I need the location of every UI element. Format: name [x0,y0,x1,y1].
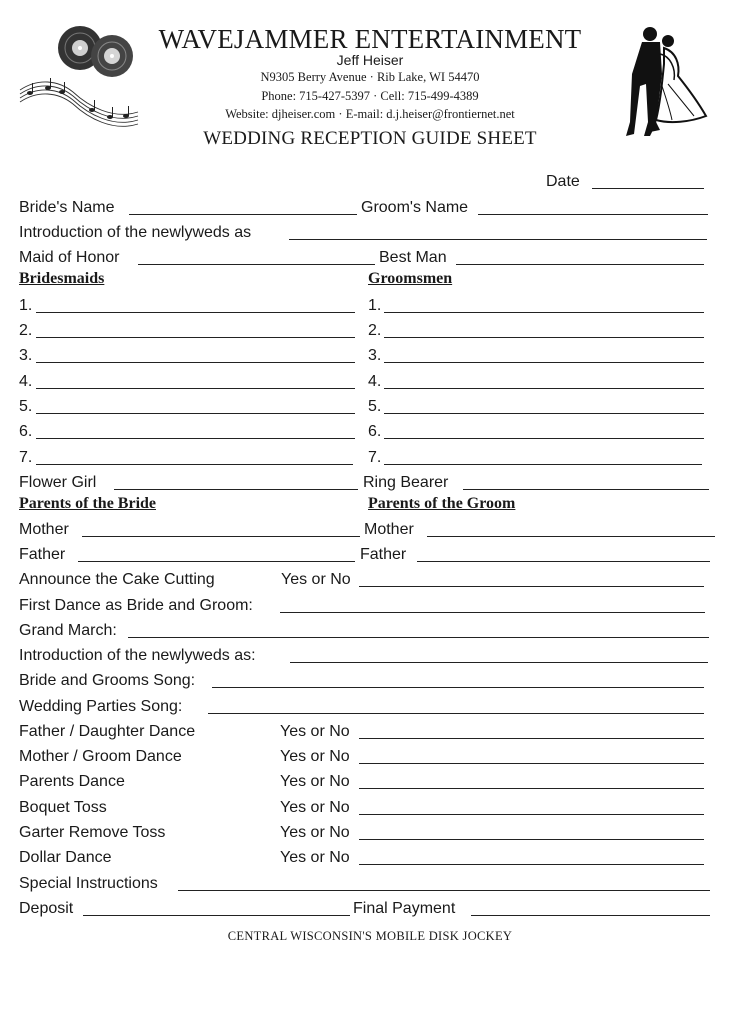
father-daughter-yes-no: Yes or No [280,723,350,740]
boquet-label: Boquet Toss [19,799,107,816]
father-daughter-field[interactable] [359,738,704,739]
parents-of-groom-heading: Parents of the Groom [368,495,516,512]
bride-father-field[interactable] [78,561,355,562]
parents-dance-row [0,772,744,792]
introduction-row [0,223,744,243]
bg-song-label: Bride and Grooms Song: [19,672,196,689]
names-row [0,198,744,218]
mother-groom-label: Mother / Groom Dance [19,748,182,765]
dancing-couple-icon [620,24,710,142]
groomsman-number: 3. [368,347,382,364]
introduction-2-label: Introduction of the newlyweds as: [19,647,256,664]
mother-groom-yes-no: Yes or No [280,748,350,765]
phone-line: Phone: 715-427-5397 · Cell: 715-499-4389 [261,89,479,103]
bridesmaid-field[interactable] [36,464,353,465]
honor-row [0,248,744,268]
garter-field[interactable] [359,839,704,840]
cake-cutting-label: Announce the Cake Cutting [19,571,215,588]
groomsman-field[interactable] [384,413,704,414]
grand-march-field[interactable] [128,637,709,638]
bridesmaid-number: 4. [19,373,33,390]
maid-of-honor-label: Maid of Honor [19,249,120,266]
parents-dance-label: Parents Dance [19,773,125,790]
garter-row [0,823,744,843]
parents-dance-field[interactable] [359,788,704,789]
bridesmaid-number: 7. [19,449,33,466]
father-daughter-label: Father / Daughter Dance [19,723,196,740]
groom-father-label: Father [360,546,407,563]
footer-tagline: CENTRAL WISCONSIN'S MOBILE DISK JOCKEY [227,929,513,943]
payment-row [0,899,744,919]
date-field[interactable] [592,188,704,189]
groomsman-field[interactable] [384,438,704,439]
cake-cutting-field[interactable] [359,586,704,587]
bride-mother-field[interactable] [82,536,360,537]
bridesmaid-field[interactable] [36,413,355,414]
dollar-yes-no: Yes or No [280,849,350,866]
groomsman-field[interactable] [384,337,704,338]
groomsman-field[interactable] [384,312,704,313]
special-row [0,874,744,894]
introduction-2-row [0,646,744,666]
boquet-row [0,798,744,818]
groomsman-number: 2. [368,322,382,339]
party-row [0,397,744,417]
bridesmaid-number: 5. [19,398,33,415]
website-email-line: Website: djheiser.com · E-mail: d.j.heiser@frontiernet.net [225,107,515,121]
groomsman-field[interactable] [384,388,704,389]
special-instructions-field[interactable] [178,890,710,891]
bridesmaid-field[interactable] [36,337,355,338]
groomsman-field[interactable] [384,464,702,465]
final-payment-label: Final Payment [353,900,456,917]
dollar-row [0,848,744,868]
flower-girl-label: Flower Girl [19,474,97,491]
mother-groom-field[interactable] [359,763,704,764]
bridesmaid-number: 3. [19,347,33,364]
bride-father-label: Father [19,546,66,563]
mother-row [0,520,744,540]
ring-bearer-field[interactable] [463,489,709,490]
party-row [0,346,744,366]
father-row [0,545,744,565]
date-row [0,172,744,192]
party-row [0,321,744,341]
mother-groom-row [0,747,744,767]
first-dance-row [0,596,744,616]
introduction-label: Introduction of the newlyweds as [19,224,252,241]
date-label: Date [546,173,580,190]
parents-dance-yes-no: Yes or No [280,773,350,790]
brides-name-field[interactable] [129,214,357,215]
bridesmaid-number: 6. [19,423,33,440]
groom-father-field[interactable] [417,561,710,562]
wp-song-label: Wedding Parties Song: [19,698,183,715]
introduction-2-field[interactable] [290,662,708,663]
groom-mother-label: Mother [364,521,414,538]
groomsman-number: 1. [368,297,382,314]
company-name: WAVEJAMMER ENTERTAINMENT [158,24,582,54]
groomsman-number: 6. [368,423,382,440]
wp-song-field[interactable] [208,713,704,714]
first-dance-label: First Dance as Bride and Groom: [19,597,253,614]
records-and-music-staff-icon [18,20,143,132]
maid-of-honor-field[interactable] [138,264,375,265]
bridesmaid-field[interactable] [36,362,355,363]
flower-girl-field[interactable] [114,489,358,490]
address-line: N9305 Berry Avenue · Rib Lake, WI 54470 [260,70,480,84]
groomsman-number: 7. [368,449,382,466]
groomsmen-heading: Groomsmen [368,270,453,287]
final-payment-field[interactable] [471,915,710,916]
bridesmaid-field[interactable] [36,438,355,439]
brides-name-label: Bride's Name [19,199,115,216]
groomsman-field[interactable] [384,362,704,363]
wp-song-row [0,697,744,717]
ring-bearer-label: Ring Bearer [363,474,449,491]
introduction-field[interactable] [289,239,707,240]
groom-mother-field[interactable] [427,536,715,537]
bridesmaid-number: 2. [19,322,33,339]
boquet-field[interactable] [359,814,704,815]
garter-label: Garter Remove Toss [19,824,166,841]
dollar-field[interactable] [359,864,704,865]
grand-march-row [0,621,744,641]
party-row [0,372,744,392]
first-dance-field[interactable] [280,612,705,613]
boquet-yes-no: Yes or No [280,799,350,816]
bg-song-field[interactable] [212,687,704,688]
cake-yes-no: Yes or No [281,571,351,588]
party-row [0,422,744,442]
flower-ring-row [0,473,744,493]
grooms-name-label: Groom's Name [361,199,469,216]
owner-name: Jeff Heiser [336,52,404,68]
deposit-label: Deposit [19,900,74,917]
garter-yes-no: Yes or No [280,824,350,841]
bridesmaid-number: 1. [19,297,33,314]
party-row [0,296,744,316]
bridesmaids-heading: Bridesmaids [19,270,105,287]
deposit-field[interactable] [83,915,350,916]
groomsman-number: 4. [368,373,382,390]
grand-march-label: Grand March: [19,622,117,639]
grooms-name-field[interactable] [478,214,708,215]
bg-song-row [0,671,744,691]
page-title: WEDDING RECEPTION GUIDE SHEET [203,128,537,149]
bridesmaid-field[interactable] [36,312,355,313]
bridesmaid-field[interactable] [36,388,355,389]
special-instructions-label: Special Instructions [19,875,158,892]
party-row [0,448,744,468]
groomsman-number: 5. [368,398,382,415]
best-man-label: Best Man [379,249,447,266]
bride-mother-label: Mother [19,521,69,538]
father-daughter-row [0,722,744,742]
parents-of-bride-heading: Parents of the Bride [19,495,157,512]
dollar-label: Dollar Dance [19,849,112,866]
cake-row [0,570,744,590]
best-man-field[interactable] [456,264,704,265]
